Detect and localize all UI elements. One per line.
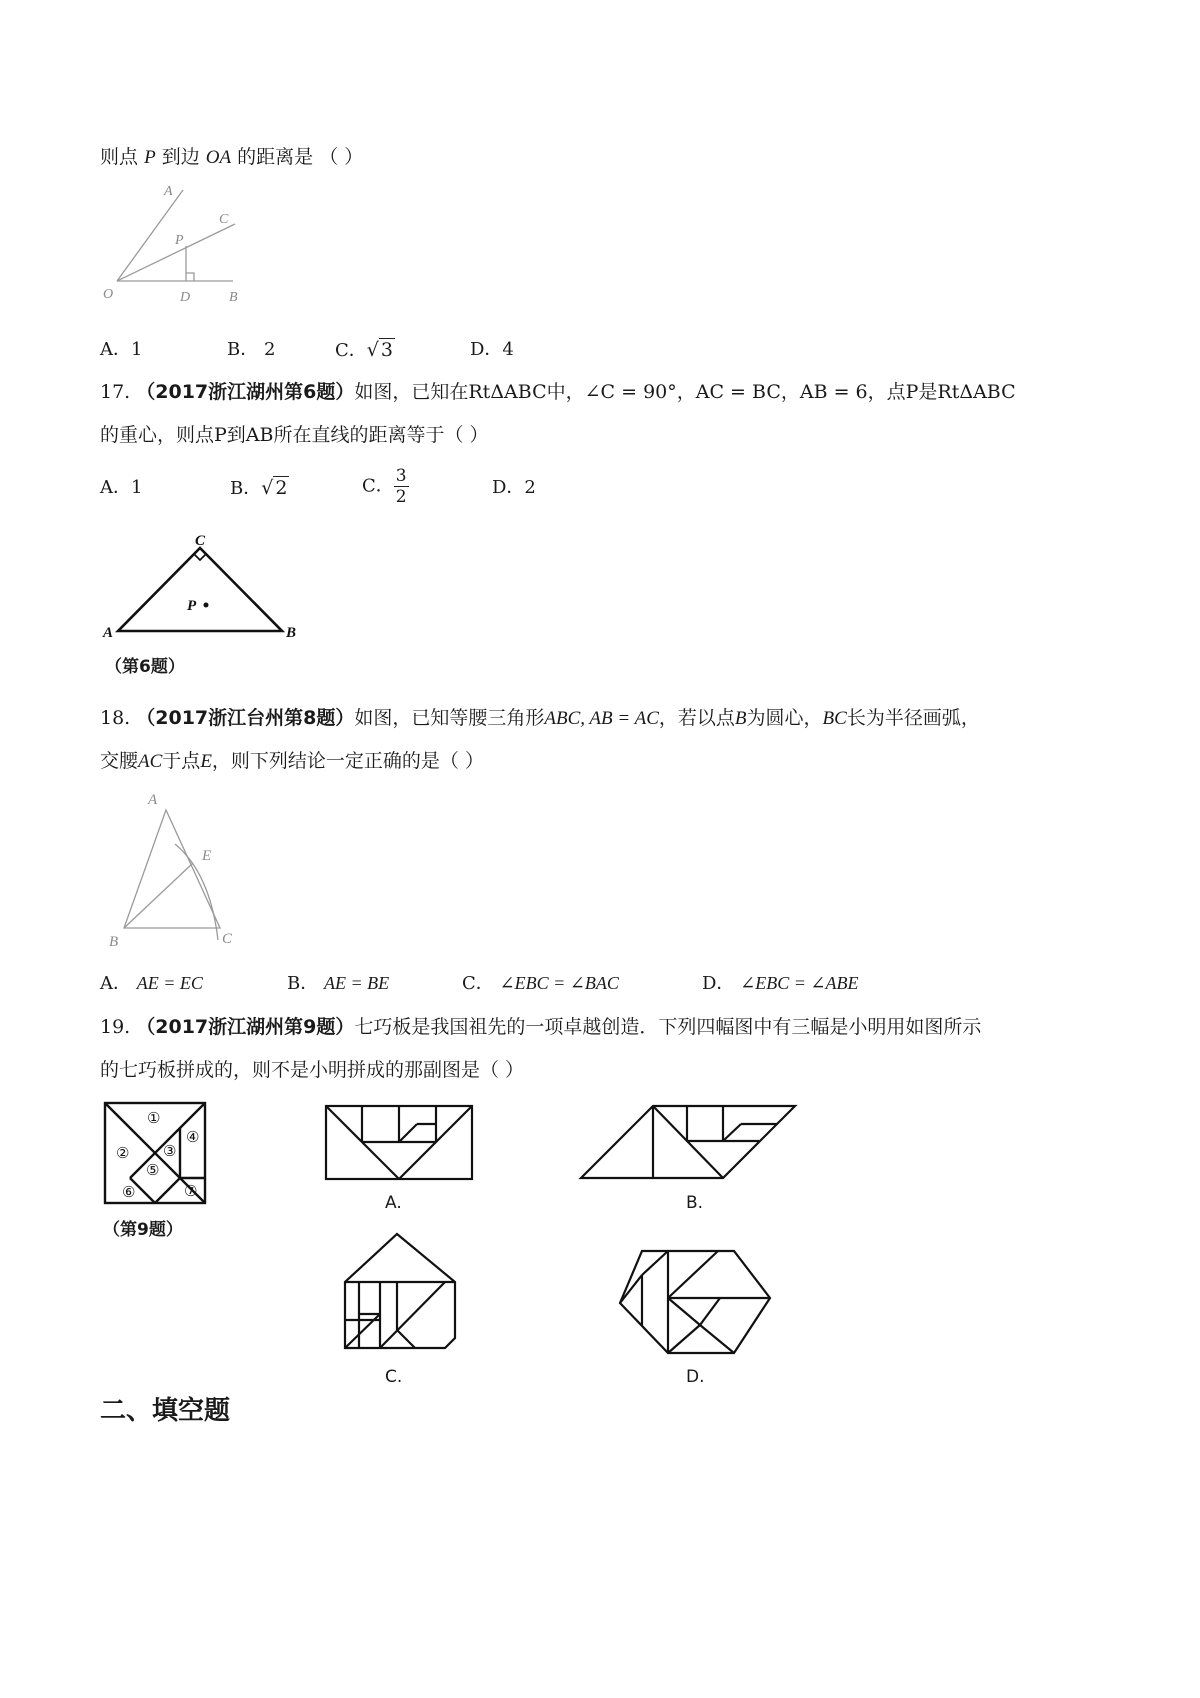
q19-piece-3: ③ — [163, 1144, 177, 1160]
q19-piece-2: ② — [116, 1146, 130, 1162]
q19-piece-6: ⑥ — [122, 1185, 136, 1201]
q16-text: 则点 — [100, 146, 139, 168]
q17-line1 — [100, 378, 1016, 406]
q18-label-b: B — [109, 934, 119, 950]
q19-caption-d: D. — [686, 1367, 705, 1387]
q19-piece-7: ⑦ — [184, 1184, 198, 1200]
fraction-denominator: 2 — [395, 487, 407, 507]
q16-option-c-radicand: 3 — [380, 339, 393, 361]
q18-text: ，若以点 — [658, 707, 735, 729]
section-heading: 二、填空题 — [100, 1396, 231, 1426]
q18-label-e: E — [202, 848, 212, 864]
q18-text: 长为半径画弧， — [846, 707, 980, 729]
q16-label-c: C — [219, 212, 229, 227]
q19-source: （2017浙江湖州第9题） — [136, 1016, 355, 1038]
q18-option-a-math: AE = EC — [136, 973, 203, 993]
q18-line1 — [100, 704, 980, 733]
q16-text: 到边 — [161, 146, 200, 168]
q17-text: 如图，已知在RtΔABC中，∠C = 90°，AC = BC，AB = 6，点P是RtΔABC — [354, 381, 1016, 403]
fraction — [394, 466, 409, 507]
q18-text: 交腰 — [100, 750, 139, 772]
q17-option-a[interactable]: A．1 — [100, 477, 143, 498]
q18-text: 于点 — [162, 750, 201, 772]
q17-label-b: B — [286, 625, 297, 641]
q16-option-b[interactable]: B． 2 — [227, 339, 276, 360]
q17-option-c[interactable] — [362, 466, 409, 507]
q18-option-b-math: AE = BE — [323, 973, 390, 993]
q18-option-a[interactable] — [100, 969, 203, 998]
q18-text: 为圆心， — [746, 707, 823, 729]
q16-label-d: D — [180, 290, 191, 305]
q16-var-p: P — [144, 147, 156, 168]
q18-line2 — [100, 747, 484, 776]
q18-var-b: B — [734, 708, 747, 729]
q19-text: 七巧板是我国祖先的一项卓越创造．下列四幅图中有三幅是小明用如图所示 — [354, 1016, 982, 1038]
q17-label-a: A — [103, 625, 114, 641]
q16-option-d[interactable]: D．4 — [470, 339, 514, 360]
q16-text: 的距离是 （ ） — [237, 146, 364, 168]
q18-source: （2017浙江台州第8题） — [136, 707, 355, 729]
q19-figure-c[interactable] — [335, 1230, 470, 1365]
sqrt-symbol: √ 2 — [261, 477, 288, 499]
q18-option-c-prefix: C． — [462, 973, 494, 994]
q18-label-c: C — [222, 931, 233, 947]
q18-option-d-math: ∠EBC = ∠ABE — [740, 973, 859, 993]
q18-var-ac: AC — [138, 751, 163, 772]
q17-figure-caption: （第6题） — [105, 657, 185, 677]
q16-var-oa: OA — [205, 147, 232, 168]
q18-option-c[interactable] — [462, 969, 619, 998]
q17-triangle-figure — [100, 528, 310, 648]
q18-math: ABC, AB = AC — [544, 708, 659, 729]
q17-source: （2017浙江湖州第6题） — [136, 381, 355, 403]
q19-caption-a: A. — [385, 1193, 402, 1213]
q16-option-c[interactable] — [335, 336, 395, 365]
q17-option-d[interactable]: D．2 — [492, 477, 536, 498]
q17-number: 17. — [100, 381, 131, 403]
fraction-numerator: 3 — [395, 466, 407, 486]
q17-options — [100, 466, 660, 518]
q19-figure-a[interactable] — [320, 1100, 480, 1190]
q18-var-bc: BC — [822, 708, 847, 729]
q18-isosceles-figure — [100, 788, 250, 958]
q16-label-p: P — [175, 233, 184, 248]
q18-text: ，则下列结论一定正确的是（ ） — [211, 750, 484, 772]
q16-label-a: A — [164, 184, 173, 199]
sqrt-symbol: √ 3 — [366, 339, 393, 361]
q17-option-b[interactable] — [230, 474, 289, 503]
q19-caption-c: C. — [385, 1367, 403, 1387]
q19-tangram-square — [100, 1098, 215, 1208]
q18-text: 如图，已知等腰三角形 — [354, 707, 545, 729]
q16-option-a[interactable]: A．1 — [100, 339, 143, 360]
q19-line2: 的七巧板拼成的，则不是小明拼成的那副图是（ ） — [100, 1059, 525, 1081]
q17-option-b-prefix: B． — [230, 478, 262, 499]
q16-angle-figure — [95, 180, 265, 310]
q17-label-p: P — [187, 598, 197, 614]
q18-label-a: A — [148, 792, 158, 808]
q18-option-c-math: ∠EBC = ∠BAC — [499, 973, 619, 993]
q18-option-b[interactable] — [287, 969, 389, 998]
q16-label-o: O — [103, 287, 114, 302]
q16-stem — [100, 143, 363, 172]
q19-caption-b: B. — [686, 1193, 704, 1213]
q19-piece-4: ④ — [186, 1130, 200, 1146]
q18-option-a-prefix: A． — [100, 973, 131, 994]
q19-figure-b[interactable] — [575, 1100, 800, 1190]
q16-option-c-prefix: C． — [335, 340, 367, 361]
q18-option-d[interactable] — [702, 969, 858, 998]
q17-label-c: C — [195, 533, 206, 549]
q18-option-d-prefix: D． — [702, 973, 735, 994]
q17-line2: 的重心，则点P到AB所在直线的距离等于（ ） — [100, 424, 489, 446]
q17-option-b-radicand: 2 — [275, 477, 288, 499]
q18-var-e: E — [200, 751, 212, 772]
q19-figure-caption: （第9题） — [103, 1220, 183, 1240]
q19-figure-d[interactable] — [610, 1245, 780, 1365]
q18-option-b-prefix: B． — [287, 973, 319, 994]
q18-number: 18. — [100, 707, 131, 729]
q19-line1 — [100, 1013, 981, 1041]
q17-option-c-prefix: C． — [362, 475, 394, 497]
q16-label-b: B — [229, 290, 238, 305]
q19-number: 19. — [100, 1016, 131, 1038]
q19-piece-5: ⑤ — [146, 1163, 160, 1179]
q19-piece-1: ① — [147, 1111, 161, 1127]
